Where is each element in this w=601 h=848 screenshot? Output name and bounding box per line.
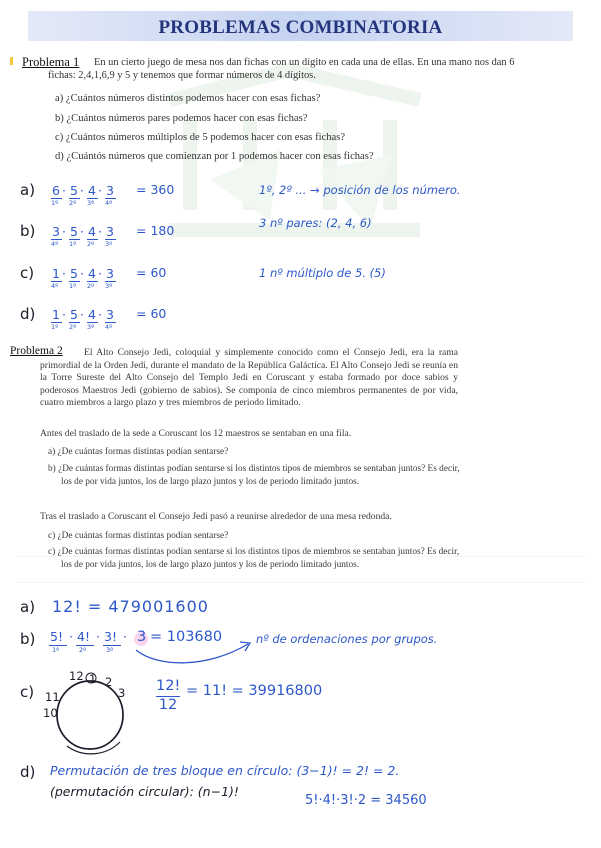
p2b-factorial: 4! xyxy=(77,629,90,644)
p1-position: 4º xyxy=(105,323,113,331)
p1-factor: 5 xyxy=(70,266,78,281)
multiply-dot: · xyxy=(123,629,127,644)
p2b-position: 2º xyxy=(79,646,87,654)
p2-answer-b-note: nº de ordenaciones por grupos. xyxy=(256,632,438,646)
problem2-question-c2: c) ¿De cuántas formas distintas podían sentarse si los distintos tipos de miembros se sentaban juntos? Es decir, los de por vida juntos, los de largo plazo juntos y los de periodo limitado juntos. xyxy=(48,547,460,570)
p1-position: 4º xyxy=(51,282,59,290)
p1-factor: 5 xyxy=(70,307,78,322)
p2b-position: 1º xyxy=(52,646,60,654)
problem2-question-a: a) ¿De cuántas formas distintas podían sentarse? xyxy=(48,447,229,457)
multiply-dot: · xyxy=(96,629,100,644)
p1-factor: 5 xyxy=(70,183,78,198)
problem1-question-a: a) ¿Cuántos números distintos podemos hacer con esas fichas? xyxy=(55,93,321,104)
p2-answer-c-fraction-num: 12! xyxy=(156,678,181,694)
p2b-factorial: 5! xyxy=(50,629,63,644)
multiply-dot: · xyxy=(98,307,102,322)
p1-factor: 4 xyxy=(88,266,96,281)
p1-factor: 4 xyxy=(88,307,96,322)
p1-answer-label: d) xyxy=(20,305,36,323)
p2-answer-d-line1: Permutación de tres bloque en círculo: (3−1)! = 2! = 2. xyxy=(50,763,400,778)
multiply-dot: · xyxy=(69,629,73,644)
p2-answer-a-label: a) xyxy=(20,598,36,616)
p2b-factorial: 3! xyxy=(104,629,117,644)
p2-answer-c-result: = 11! = 39916800 xyxy=(186,683,323,699)
p1-factor: 3 xyxy=(52,224,60,239)
highlight-marker xyxy=(10,57,13,65)
seat-label: 1 xyxy=(89,672,97,686)
seat-label: 10 xyxy=(43,706,58,720)
multiply-dot: · xyxy=(98,224,102,239)
problem1-question-b: b) ¿Cuántos números pares podemos hacer con esas fichas? xyxy=(55,113,308,124)
p1-position: 4º xyxy=(105,199,113,207)
p1-position: 1º xyxy=(69,282,77,290)
p1-factor: 1 xyxy=(52,307,60,322)
note-multiple5: 1 nº múltiplo de 5. (5) xyxy=(259,266,386,280)
watermark-graphic xyxy=(150,60,440,265)
p1-position: 2º xyxy=(69,323,77,331)
p2-answer-d-label: d) xyxy=(20,763,36,781)
multiply-dot: · xyxy=(80,183,84,198)
p1-position: 3º xyxy=(87,199,95,207)
multiply-dot: · xyxy=(80,266,84,281)
p2b-position: 3º xyxy=(106,646,114,654)
problem2-intro: El Alto Consejo Jedi, coloquial y simplemente conocido como el Consejo Jedi, era la rama primordial de la Orden Jedi, durante el mandato de la República Galáctica. El Alto Consejo Jedi se reunía en la Torre Sureste del Alto Consejo del Templo Jedi en Coruscant y estaba formado por doce sabios y poderosos Maestros Jedi (gobierno de sabios). Se componía de cinco miembros permanentes de por vida, cuatro miembros a largo plazo y tres miembros de periodo limitado. xyxy=(40,347,458,409)
p2-answer-b-result: = 103680 xyxy=(150,629,223,645)
seat-label: 12 xyxy=(69,669,84,683)
page-title: PROBLEMAS COMBINATORIA xyxy=(158,17,443,38)
p1-position: 1º xyxy=(51,323,59,331)
p1-answer-label: b) xyxy=(20,222,36,240)
multiply-dot: · xyxy=(62,183,66,198)
problem2-before-text: Antes del traslado de la sede a Coruscant los 12 maestros se sentaban en una fila. xyxy=(40,428,352,439)
p1-factor: 1 xyxy=(52,266,60,281)
p1-factor: 3 xyxy=(106,224,114,239)
seat-label: 3 xyxy=(118,686,126,700)
p1-answer-label: c) xyxy=(20,264,35,282)
p2-answer-d-result: 5!·4!·3!·2 = 34560 xyxy=(305,793,427,808)
problem1-question-c: c) ¿Cuántos números múltiplos de 5 podemos hacer con esas fichas? xyxy=(55,132,346,143)
multiply-dot: · xyxy=(98,266,102,281)
p1-factor: 3 xyxy=(106,183,114,198)
p2-answer-c-fraction-den: 12 xyxy=(158,697,178,713)
multiply-dot: · xyxy=(80,224,84,239)
multiply-dot: · xyxy=(80,307,84,322)
p1-factor: 3 xyxy=(106,266,114,281)
problem1-label: Problema 1 xyxy=(22,55,80,69)
seat-label: 2 xyxy=(105,675,113,689)
p1-answer-label: a) xyxy=(20,181,36,199)
p2-answer-b-circled: 3 xyxy=(137,629,147,645)
multiply-dot: · xyxy=(62,224,66,239)
p1-result: = 60 xyxy=(136,265,167,280)
p1-position: 2º xyxy=(69,199,77,207)
problem2-question-b: b) ¿De cuántas formas distintas podían sentarse si los distintos tipos de miembros se sentaban juntos? Es decir, los de por vida juntos, los de largo plazo juntos y los de periodo limitado juntos. xyxy=(48,464,460,487)
multiply-dot: · xyxy=(62,266,66,281)
note-even: 3 nº pares: (2, 4, 6) xyxy=(259,216,372,230)
problem2-question-c: c) ¿De cuántas formas distintas podían sentarse? xyxy=(48,531,229,541)
note-positions: 1º, 2º ... → posición de los número. xyxy=(259,183,461,197)
p1-position: 1º xyxy=(51,199,59,207)
multiply-dot: · xyxy=(62,307,66,322)
p1-result: = 180 xyxy=(136,223,175,238)
p1-position: 3º xyxy=(87,323,95,331)
problem2-after-text: Tras el traslado a Coruscant el Consejo Jedi pasó a reunirse alrededor de una mesa redonda. xyxy=(40,511,392,522)
p1-factor: 4 xyxy=(88,183,96,198)
p1-result: = 60 xyxy=(136,306,167,321)
problem1-intro: En un cierto juego de mesa nos dan fichas con un dígito en cada una de ellas. En una mano nos dan 6 fichas: 2,4,1,6,9 y 5 y tenemos que formar números de 4 dígitos. xyxy=(48,57,515,82)
seat-label: 11 xyxy=(45,690,60,704)
multiply-dot: · xyxy=(98,183,102,198)
p1-position: 2º xyxy=(87,282,95,290)
scan-dotted-line xyxy=(18,582,586,583)
p1-position: 2º xyxy=(87,240,95,248)
p1-position: 3º xyxy=(105,240,113,248)
problem1-question-d: d) ¿Cuántós números que comienzan por 1 podemos hacer con esas fichas? xyxy=(55,151,374,162)
p1-result: = 360 xyxy=(136,182,175,197)
p2-answer-d-line2: (permutación circular): (n−1)! xyxy=(50,784,239,799)
scan-dotted-line xyxy=(18,556,586,557)
p2-answer-c-label: c) xyxy=(20,683,35,701)
arrow-icon xyxy=(128,638,258,668)
problem2-label: Problema 2 xyxy=(10,345,63,357)
p1-factor: 4 xyxy=(88,224,96,239)
p1-factor: 6 xyxy=(52,183,60,198)
p1-factor: 3 xyxy=(106,307,114,322)
p2-answer-b-label: b) xyxy=(20,630,36,648)
p1-factor: 5 xyxy=(70,224,78,239)
p2-answer-a-text: 12! = 479001600 xyxy=(52,597,209,616)
p1-position: 4º xyxy=(51,240,59,248)
p1-position: 3º xyxy=(105,282,113,290)
p1-position: 1º xyxy=(69,240,77,248)
